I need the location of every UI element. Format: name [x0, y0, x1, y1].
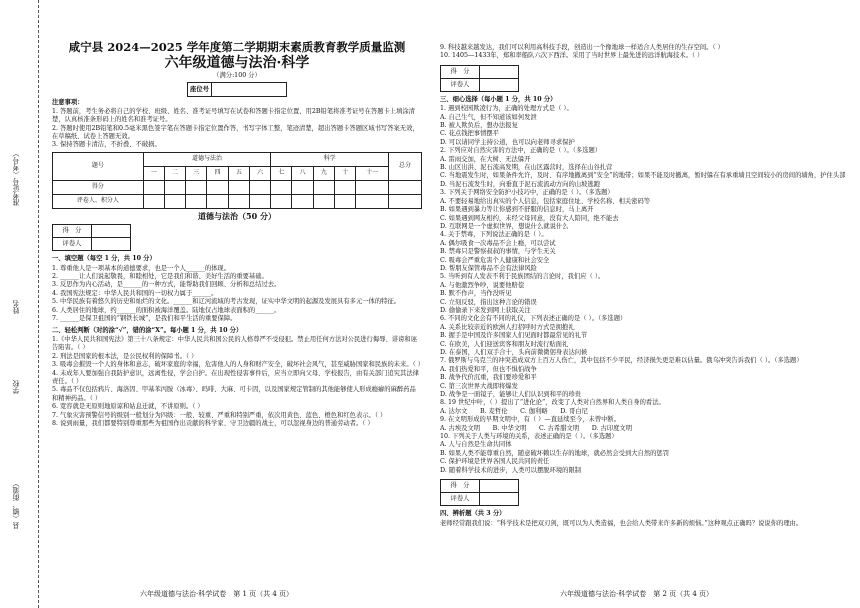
choice-line: 3. 下列关于网络安全防护小技巧中，正确的是（ ）。（多选题） [440, 189, 614, 197]
part-heading: 三、细心选择（每小题 1 分，共 10 分） [440, 95, 557, 103]
question: 4. 我国宪法规定：中华人民共和国的一切权力属于______。 [52, 289, 218, 297]
choice-line: D. 随着科学技术的进步，人类可以摆脱环境的限制 [440, 466, 582, 474]
choice-line: A. 人与自然是生命共同体 [440, 441, 512, 449]
question: 2. 刑法是国家的根本法，是公民权利的保障书。（ ） [52, 352, 198, 360]
reviewer-cell: 评卷人 [53, 238, 92, 251]
grade-box [52, 224, 131, 251]
choice-line: B. 被人欺负后，想办法报复 [440, 122, 518, 130]
q-num: 十一 [356, 166, 389, 180]
score-cell: 得 分 [441, 65, 480, 78]
seat-label: 座位号 [188, 83, 212, 97]
choice-line: B. 山区出洪、泥石流高发期，在山区露营时，选择在山谷扎营 [440, 164, 613, 172]
choice-line: C. 立刻反驳，指出这种言论的错误 [440, 298, 537, 306]
part-heading: 二、轻松判断（对的涂“√”，错的涂“X”。每小题 1 分，共 10 分） [52, 326, 243, 334]
choice-line: B. 默不作声，当作没听见 [440, 290, 512, 298]
group-header: 科学 [271, 152, 389, 166]
choice-line: B. 如果人类不能尊重自然，随意破坏赖以生存的地球，就必然会受到大自然的惩罚 [440, 449, 670, 457]
score-cell: 得 分 [53, 225, 92, 238]
seat-field[interactable] [211, 83, 286, 97]
choice-line: A. 雷雨交加，在大树、无法躲开 [440, 155, 531, 163]
choice-line: A. 不要轻易地给出真实的个人信息，包括家庭住址、学校名称、相关密码等 [440, 197, 651, 205]
section-heading: 道德与法治（50 分） [198, 210, 276, 221]
question: 9. 科技越来越发达，我们可以利用高科技手段，创造出一个像地球一样适合人类居住的生存空间。（ ） [440, 44, 724, 51]
q-num: 六 [249, 166, 270, 180]
col-header: 题号 [53, 152, 144, 180]
reviewer-cell: 评卷人 [441, 78, 480, 91]
grade-box [440, 479, 519, 506]
choice-list [440, 105, 850, 475]
choice-line: A. 古埃及文明 B. 中华文明 C. 古希腊文明 D. 古印度文明 [440, 424, 633, 432]
question: 3. 吸毒会摧毁一个人的身体和意志，破坏家庭的幸福，危害他人的人身和财产安全，破坏社会风气，甚至威胁国家和民族的未来。（ ） [52, 361, 425, 369]
choice-line: 8. 19 世纪中叶，（ ）提出了“进化论”，改变了人类对自然界和人类自身的看法。 [440, 399, 665, 407]
reviewer-cell: 评卷人 [441, 493, 480, 506]
choice-line: 5. 当听到有人发表不利于民族团结的言论时，我们应（ ）。 [440, 273, 605, 281]
question: 1. 尊重他人是一项基本的道德要求，也是一个人______的体现。 [52, 264, 231, 272]
choice-line: 6. 不同的文化会有不同的礼仪，下列表述正确的是（ ）。（多选题） [440, 315, 627, 323]
q-num: 七 [271, 166, 292, 180]
choice-line: B. 禁毒只是警察叔叔的事情，与学生无关 [440, 248, 556, 256]
question: 10. 1405—1433年，郑和率船队六次下西洋。采用了当时世界上最先进的远洋航海技术。（ ） [440, 52, 704, 60]
choice-line: C. 第三次世界大战即将爆发 [440, 382, 518, 390]
question: 3. 反思作为内心活动，是______的一种方式，能帮助我们回顾、分析和总结过去。 [52, 281, 281, 289]
q-num: 八 [292, 166, 313, 180]
choice-line: B. 如果遇到暴力等让你感到不舒服的信息时，马上离开 [440, 206, 594, 214]
choice-line: C. 保护环境是世界各国人民共同的责任 [440, 458, 550, 466]
choice-line: D. 偷偷录下来发到网上获取关注 [440, 306, 531, 314]
choice-line: 2. 下列应对自然灾害的方法中，正确的是（ ）。（多选题） [440, 147, 602, 155]
col-header: 总分 [389, 152, 422, 180]
q-num: 一 [143, 166, 164, 180]
choice-line: A. 与他激烈争吵，说要他赔偿 [440, 281, 525, 289]
choice-line: D. 可以请同学主持公道，也可以向老师寻求保护 [440, 138, 575, 146]
part-heading: 四、辨析题（共 3 分） [440, 510, 506, 518]
notice-item: 2. 答题时使用2B铅笔和0.5毫米黑色签字笔在答题卡指定位置作答，书写字体工整，笔迹清楚，超出答题卡答题区域书写答案无效，在草稿纸、试卷上答题无效。 [52, 124, 419, 141]
score-table [52, 152, 422, 209]
question: 7. ______是保卫祖国的“钢铁长城”，是我们和平生活的重要保障。 [52, 315, 237, 323]
question: 6. 人类居住的地球，约______的面积被海洋覆盖。陆地仅占地球表面积的______。 [52, 306, 281, 314]
question: 2. ______让人们说起敬畏，和睦相处，它是我们和谐、美好生活的重要基础。 [52, 273, 268, 281]
exam-id-label: 准考证号（考号） [12, 150, 20, 206]
row-label: 得分 [53, 180, 144, 194]
q-num: 四 [207, 166, 228, 180]
town-label: 县（镇、街道） [12, 480, 20, 529]
binding-margin [0, 0, 39, 608]
left-column [52, 40, 425, 428]
question: 8. 说到雨量，我们都要特别尊重那些为祖国作出贡献的科学家、守卫边疆的战士，可以忽视身边的普通劳动者。（ ） [52, 419, 374, 427]
name-label: 姓名 [12, 300, 20, 314]
choice-line: A. 关系比较亲近的欧洲人打招呼时方式是拥抱礼 [440, 323, 575, 331]
choice-line: 1. 遇到校园欺凌行为，正确的处理方式是（ ）。 [440, 105, 573, 113]
q-num: 三 [186, 166, 207, 180]
footer-page2: 六年级道德与法治·科学试卷 第 2 页（共 4 页） [560, 590, 714, 598]
choice-line: B. 握手是中国及许多国家人们见面时都最常见的礼节 [440, 332, 588, 340]
question: 4. 未成年人要加强自我防护意识，远离性侵，学会自护。在出现性侵害事件后，应当立即向父母、学校报告，由有关部门追究其法律责任。（ ） [52, 369, 419, 385]
group-header: 道德与法治 [143, 152, 271, 166]
question: 5. 中华民族有着悠久的历史和灿烂的文化。______和辽河流域的考古发现，证实中华文明的起源及发展具有多元一体的特征。 [52, 298, 401, 306]
question: 老师经常跟我们说：“科学技术是把双刃剑，既可以为人类造福，也会给人类带来许多新的烦恼。”这种观点正确吗？说说你的理由。 [440, 519, 803, 527]
score-cell: 得 分 [441, 480, 480, 493]
choice-line: D. 战争是一面镜子，能够让人们认识到和平的珍贵 [440, 391, 582, 399]
question: 5. 毒品不仅包括鸦片、海洛因、甲基苯丙胺（冰毒）、吗啡、大麻、可卡因，以及国家规定管制的其他能够使人形成瘾癖的麻醉药品和精神药品。（ ） [52, 386, 416, 402]
q-num: 九 [313, 166, 334, 180]
seat-box [187, 82, 287, 97]
q-num: 五 [228, 166, 249, 180]
right-column [440, 44, 850, 528]
question: 6. 宽容就是无原则地原谅和姑息迁就，不讲原则。（ ） [52, 403, 204, 411]
choice-line: A. 达尔文 B. 麦哲伦 C. 伽利略 D. 哥白尼 [440, 407, 588, 415]
choice-line: C. 如果遇到网友相约，未经父母同意，没有大人陪同，绝不能去 [440, 214, 619, 222]
grade-box [440, 65, 519, 92]
choice-line: 7. 俄罗斯与乌克兰的冲突造成双方上百万人伤亡，其中包括不少平民，经济损失更是难以估量。俄乌冲突告诉我们（ ）。（多选题） [440, 357, 803, 365]
choice-line: C. 当地震发生时，如果条件允许，及时、有序地撤离到“安全”的地带；如果不能及时撤离，暂时躲在有承重墙且空间较小的房间的墙角，护住头部 [440, 172, 846, 180]
choice-line: D. 互联网是一个虚拟世界，想说什么就说什么 [440, 222, 569, 230]
notice-heading: 注意事项： [52, 99, 84, 107]
exam-title: 咸宁县 2024—2025 学年度第二学期期末素质教育教学质量监测 [68, 40, 406, 54]
full-score: （满分:100 分） [213, 72, 261, 79]
part-heading: 一、填空题（每空 1 分，共 10 分） [52, 255, 156, 263]
subject-title: 六年级道德与法治·科学 [164, 55, 310, 71]
choice-line: A. 我们热爱和平，但也不惧怕战争 [440, 365, 537, 373]
choice-line: C. 在欧美，人们迎送宾客和朋友时流行贴面礼 [440, 340, 569, 348]
choice-line: C. 花点钱把事情摆平 [440, 130, 499, 138]
choice-line: B. 战争代价沉重，我们要珍爱和平 [440, 374, 537, 382]
question: 7. 气象灾害预警信号的级别一般划分为四级：一般、较重、严重和特别严重，依次用黄色、蓝色、橙色和红色表示。（ ） [52, 411, 387, 419]
choice-line: 9. 在文明形成的早期文明中，有（ ）—直延续至今，未曾中断。 [440, 416, 621, 424]
choice-line: C. 吸毒会严重危害个人健康和社会安全 [440, 256, 550, 264]
q-num: 十 [334, 166, 355, 180]
footer-page1: 六年级道德与法治·科学试卷 第 1 页（共 4 页） [140, 590, 294, 598]
choice-line: 10. 下列关于人类与环境的关系，表述正确的是（ ）。（多选题） [440, 433, 618, 441]
question: 1.《中华人民共和国宪法》第三十八条规定：中华人民共和国公民的人格尊严不受侵犯。禁止用任何方法对公民进行侮辱、诽谤和诬告陷害。（ ） [52, 335, 417, 352]
choice-line: D. 帮朋友保管毒品不会有法律风险 [440, 264, 537, 272]
choice-line: D. 当泥石流发生时，向垂直于泥石流流动方向的山坡逃跑 [440, 180, 600, 188]
choice-line: A. 自己生气，但不知道该如何发泄 [440, 113, 537, 121]
row-label: 评卷人、积分人 [53, 194, 144, 208]
choice-line: 4. 关于禁毒，下列说法正确的是（ ）。 [440, 231, 548, 239]
choice-line: D. 在泰国，人们双手合十，头向前微微躬身表达问候 [440, 349, 588, 356]
q-num: 二 [164, 166, 185, 180]
choice-line: A. 偶尔吸食一次毒品不会上瘾，可以尝试 [440, 239, 556, 247]
notice-item: 3. 保持答题卡清洁，不折叠、不破损。 [52, 141, 161, 149]
school-label: 学校 [12, 380, 20, 394]
notice-item: 1. 答题前，考生务必将自己的学校、班级、姓名、准考证号填写在试卷和答题卡指定位置，用2B铅笔将准考证号在答题卡上填涂清楚，认真核准条形码上的姓名和准考证号。 [52, 107, 415, 124]
